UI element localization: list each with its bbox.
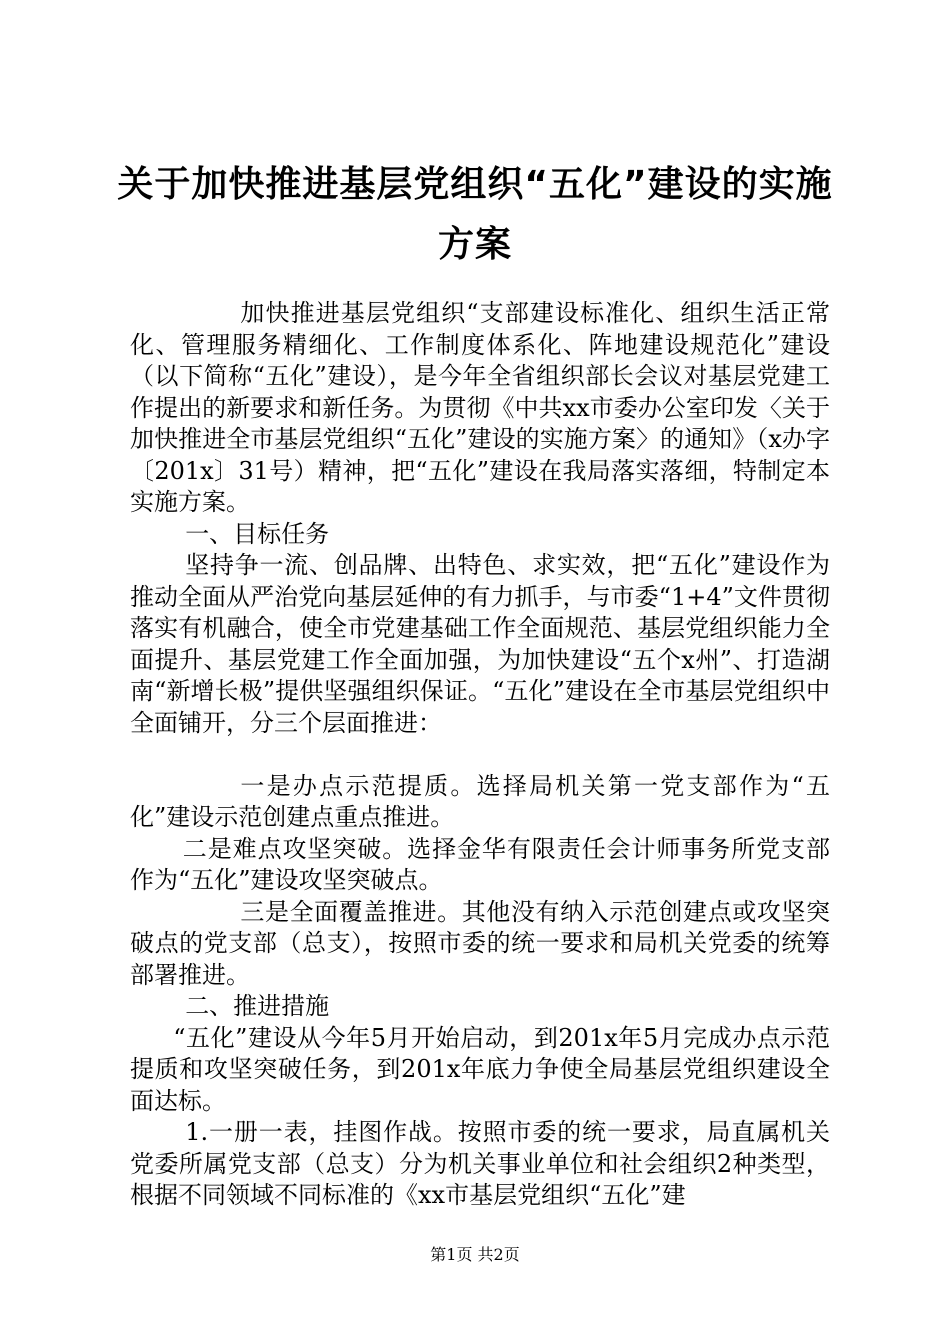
intro-paragraph: 加快推进基层党组织“支部建设标准化、组织生活正常化、管理服务精细化、工作制度体系化、阵地建设规范化”建设（以下简称“五化”建设），是今年全省组织部长会议对基层党建工作提出的新要求和新任务。为贯彻《中共xx市委办公室印发〈关于加快推进全市基层党组织“五化”建设的实施方案〉的通知》（x办字〔201x〕31号）精神，把“五化”建设在我局落实落细，特制定本实施方案。 bbox=[130, 299, 830, 516]
document-title bbox=[100, 155, 850, 275]
title-line-2: 方案 bbox=[437, 224, 512, 265]
document-body bbox=[130, 298, 830, 1212]
section-heading-measures: 二、推进措施 bbox=[185, 992, 330, 1020]
level-one-paragraph: 一是办点示范提质。选择局机关第一党支部作为“五化”建设示范创建点重点推进。 bbox=[130, 771, 830, 831]
title-line-1: 关于加快推进基层党组织“五化”建设的实施 bbox=[117, 164, 833, 205]
measure-one-paragraph: 1.一册一表，挂图作战。按照市委的统一要求，局直属机关党委所属党支部（总支）分为机关事业单位和社会组织2种类型，根据不同领域不同标准的《xx市基层党组织“五化”建 bbox=[130, 1118, 830, 1209]
blank-line bbox=[130, 739, 830, 771]
goals-paragraph: 坚持争一流、创品牌、出特色、求实效，把“五化”建设作为推动全面从严治党向基层延伸的有力抓手，与市委“1+4”文件贯彻落实有机融合，使全市党建基础工作全面规范、基层党组织能力全面提升、基层党建工作全面加强，为加快建设“五个x州”、打造湖南“新增长极”提供坚强组织保证。“五化”建设在全市基层党组织中全面铺开，分三个层面推进： bbox=[130, 551, 830, 737]
level-two-paragraph: 二是难点攻坚突破。选择金华有限责任会计师事务所党支部作为“五化”建设攻坚突破点。 bbox=[130, 834, 830, 894]
timeline-paragraph: “五化”建设从今年5月开始启动，到201x年5月完成办点示范提质和攻坚突破任务，到201x年底力争使全局基层党组织建设全面达标。 bbox=[130, 1023, 830, 1115]
page-footer: 第1页 共2页 bbox=[430, 1245, 520, 1264]
level-three-paragraph: 三是全面覆盖推进。其他没有纳入示范创建点或攻坚突破点的党支部（总支），按照市委的统一要求和局机关党委的统筹部署推进。 bbox=[130, 897, 830, 989]
section-heading-goals: 一、目标任务 bbox=[185, 519, 330, 548]
